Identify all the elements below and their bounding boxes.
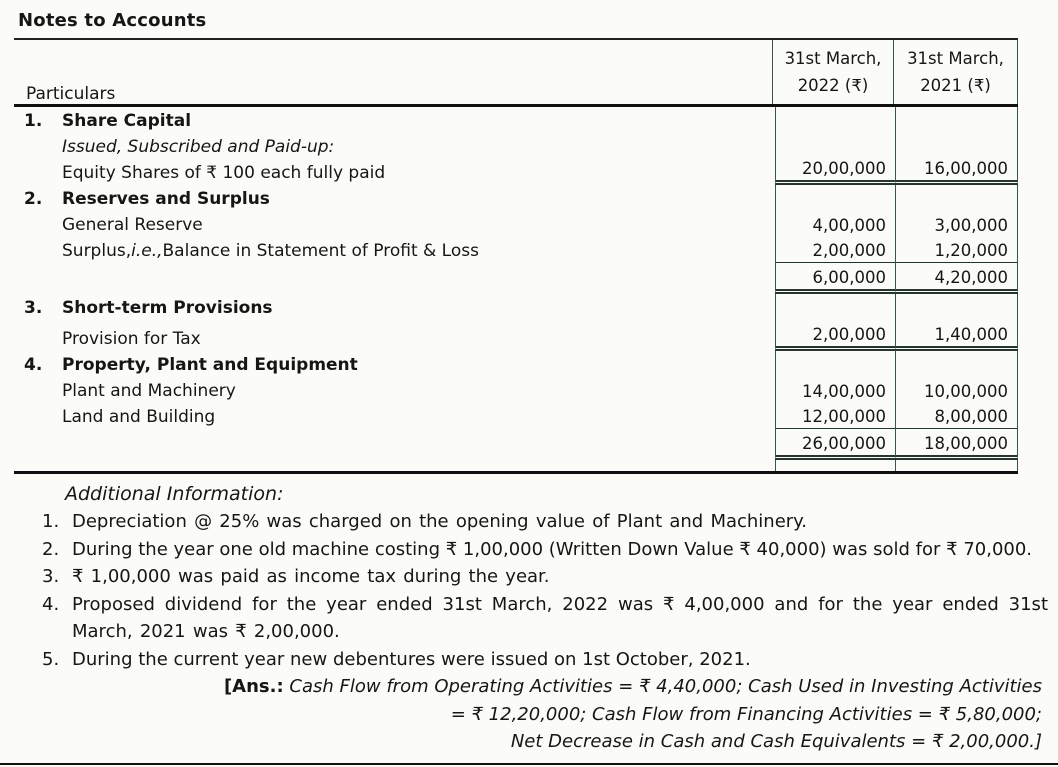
header-col-2021-line1: 31st March, [907, 49, 1004, 68]
answer-line-1-text: Cash Flow from Operating Activities = ₹ 4,40,000; Cash Used in Investing Activities [283, 676, 1042, 697]
row-label: General Reserve [62, 215, 203, 235]
info-item-2 [14, 536, 1050, 564]
table-row-provision-for-tax [14, 320, 1018, 351]
row-label: Equity Shares of ₹ 100 each fully paid [62, 163, 386, 183]
row-label: Short-term Provisions [62, 298, 273, 318]
value-2022: 2,00,000 [775, 237, 895, 263]
value-2021: 8,00,000 [895, 403, 1018, 429]
info-item-number: 3. [42, 566, 60, 587]
value-2021 [895, 294, 1018, 320]
info-item-text: ₹ 1,00,000 was paid as income tax during the year. [72, 566, 550, 587]
answer-prefix: [Ans.: [223, 676, 284, 697]
value-2021: 16,00,000 [895, 159, 1018, 185]
row-number: 1. [24, 111, 43, 131]
value-2021: 10,00,000 [895, 377, 1018, 403]
row-number [14, 429, 50, 460]
label-part-italic: i.e., [131, 241, 163, 261]
value-2022: 12,00,000 [775, 403, 895, 429]
answer-line-2: = ₹ 12,20,000; Cash Flow from Financing Activities = ₹ 5,80,000; [450, 703, 1042, 725]
value-2022-total: 26,00,000 [775, 429, 895, 460]
table-row-reserves-surplus [14, 185, 1018, 211]
info-item-1 [14, 508, 1050, 536]
table-row-land-building [14, 403, 1018, 429]
info-item-text: During the year one old machine costing ₹ 1,00,000 (Written Down Value ₹ 40,000) was sold for ₹ 70,000. [72, 538, 1033, 560]
value-2021: 1,40,000 [895, 320, 1018, 351]
value-2021 [895, 185, 1018, 211]
row-label: Land and Building [62, 407, 216, 427]
value-2021 [895, 107, 1018, 133]
answer-block [14, 673, 1050, 756]
value-2021 [895, 133, 1018, 159]
table-bottom-thick-rule [14, 471, 1018, 474]
value-2021: 1,20,000 [895, 237, 1018, 263]
value-2022: 2,00,000 [775, 320, 895, 351]
table-row-short-term-provisions [14, 294, 1018, 320]
value-2022 [775, 185, 895, 211]
row-label [50, 263, 775, 294]
info-item-number: 4. [42, 593, 60, 615]
info-item-text: During the current year new debentures were issued on 1st October, 2021. [72, 648, 751, 670]
row-number [14, 237, 50, 263]
value-2022-total: 6,00,000 [775, 263, 895, 294]
header-col-2021-line2: 2021 (₹) [920, 76, 991, 95]
table-row-reserves-total [14, 263, 1018, 294]
page-title: Notes to Accounts [18, 10, 207, 31]
table-bottom-spacer [14, 460, 1018, 471]
notes-table [14, 40, 1018, 104]
info-item-5 [14, 646, 1050, 674]
notes-table-body [14, 107, 1018, 471]
table-row-issued-subscribed [14, 133, 1018, 159]
info-item-number: 1. [42, 511, 60, 532]
header-col-2022-line2: 2022 (₹) [797, 76, 869, 95]
value-2021-total: 4,20,000 [895, 263, 1018, 294]
value-2022: 14,00,000 [775, 377, 895, 403]
label-part: Surplus, [62, 241, 132, 261]
value-2022 [775, 133, 895, 159]
value-2022 [775, 351, 895, 377]
row-number [14, 377, 50, 403]
row-label: Property, Plant and Equipment [62, 355, 358, 375]
table-row-general-reserve [14, 211, 1018, 237]
row-number [14, 211, 50, 237]
row-number [14, 263, 50, 294]
label-part: Balance in Statement of Profit & Loss [162, 241, 479, 261]
row-number [14, 460, 50, 471]
table-row-ppe-total [14, 429, 1018, 460]
row-label: Share Capital [62, 111, 192, 131]
header-col-2022 [772, 40, 893, 104]
value-2021 [895, 460, 1018, 471]
value-2022: 20,00,000 [775, 159, 895, 185]
row-label: Issued, Subscribed and Paid-up: [62, 137, 335, 157]
value-2021-total: 18,00,000 [895, 429, 1018, 460]
row-number [14, 320, 50, 351]
header-col-2022-line1: 31st March, [784, 49, 882, 68]
row-label [50, 460, 775, 471]
value-2021: 3,00,000 [895, 211, 1018, 237]
row-label [50, 237, 775, 263]
row-label: Plant and Machinery [62, 381, 236, 401]
row-number [14, 133, 50, 159]
info-item-number: 2. [42, 538, 60, 560]
table-row-property-plant-equipment [14, 351, 1018, 377]
answer-line-3: Net Decrease in Cash and Cash Equivalents = ₹ 2,00,000.] [510, 731, 1042, 752]
info-item-text: Depreciation @ 25% was charged on the opening value of Plant and Machinery. [72, 511, 807, 532]
row-label: Reserves and Surplus [62, 189, 270, 209]
value-2021 [895, 351, 1018, 377]
value-2022 [775, 107, 895, 133]
header-particulars: Particulars [26, 84, 116, 104]
table-header-row [14, 40, 1018, 104]
info-item-4 [14, 591, 1050, 646]
row-number: 4. [24, 355, 43, 375]
table-row-equity-shares [14, 159, 1018, 185]
row-number [14, 159, 50, 185]
info-item-number: 5. [42, 648, 60, 670]
value-2022 [775, 294, 895, 320]
row-label: Provision for Tax [62, 329, 201, 349]
row-number [14, 403, 50, 429]
table-row-surplus-balance [14, 237, 1018, 263]
info-item-3 [14, 563, 1050, 591]
additional-information-section [14, 480, 1050, 673]
table-row-plant-machinery [14, 377, 1018, 403]
page-bottom-rule [0, 763, 1058, 765]
row-number: 2. [24, 189, 43, 209]
row-label [50, 429, 775, 460]
additional-information-heading: Additional Information: [65, 483, 284, 505]
row-number: 3. [24, 298, 43, 318]
table-row-share-capital [14, 107, 1018, 133]
answer-line-1 [14, 673, 1050, 701]
info-item-text: Proposed dividend for the year ended 31st March, 2022 was ₹ 4,00,000 and for the year ended 31st March, 2021 was ₹ 2,00,000. [72, 593, 1048, 642]
header-col-2021 [893, 40, 1018, 104]
value-2022 [775, 460, 895, 471]
value-2022: 4,00,000 [775, 211, 895, 237]
